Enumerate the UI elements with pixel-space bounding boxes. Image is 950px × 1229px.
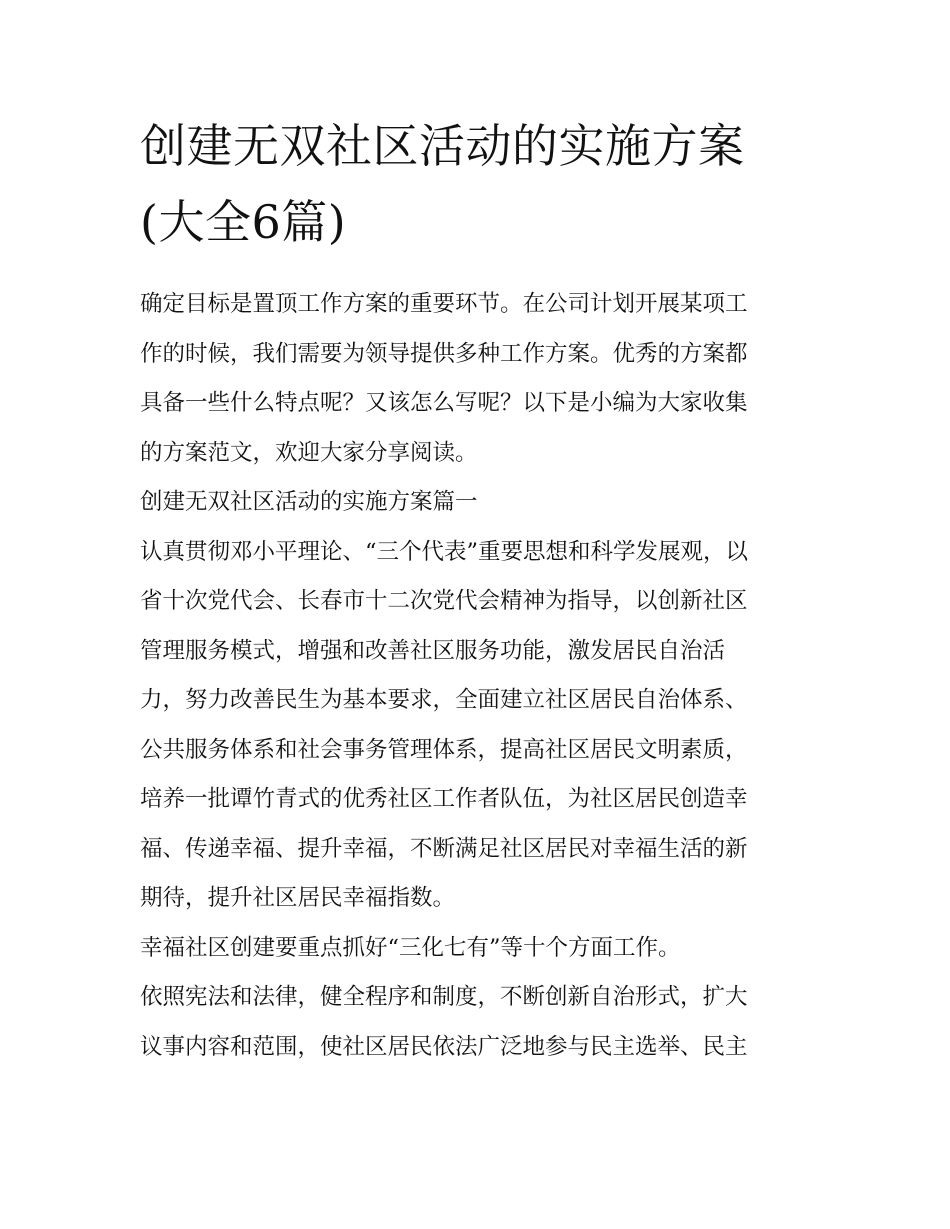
document-page	[140, 108, 812, 1072]
intro-paragraph	[140, 280, 812, 478]
document-title	[140, 108, 812, 260]
intro-line: 确定目标是置顶工作方案的重要环节。在公司计划开展某项工	[140, 291, 748, 317]
body-paragraph-2: 幸福社区创建要重点抓好“三化七有”等十个方面工作。	[140, 934, 681, 961]
body-line: 公共服务体系和社会事务管理体系，提高社区居民文明素质，	[140, 736, 748, 763]
body-line: 依照宪法和法律，健全程序和制度，不断创新自治形式，扩大	[140, 984, 748, 1010]
body-line: 期待，提升社区居民幸福指数。	[140, 885, 456, 911]
title-line-1: 创建无双社区活动的实施方案	[140, 119, 745, 173]
intro-line: 具备一些什么特点呢？又该怎么写呢？以下是小编为大家收集	[140, 390, 748, 416]
body-line: 省十次党代会、长春市十二次党代会精神为指导，以创新社区	[140, 588, 748, 614]
intro-line: 作的时候，我们需要为领导提供多种工作方案。优秀的方案都	[140, 340, 748, 367]
body-line: 议事内容和范围，使社区居民依法广泛地参与民主选举、民主	[140, 1033, 748, 1060]
intro-line: 的方案范文，欢迎大家分享阅读。	[140, 439, 478, 466]
body-line: 福、传递幸福、提升幸福，不断满足社区居民对幸福生活的新	[140, 835, 748, 862]
body-paragraph-3	[140, 973, 812, 1072]
body-line: 培养一批谭竹青式的优秀社区工作者队伍，为社区居民创造幸	[140, 786, 748, 812]
section-heading: 创建无双社区活动的实施方案篇一	[140, 489, 478, 515]
body-line: 管理服务模式，增强和改善社区服务功能，激发居民自治活	[140, 637, 726, 664]
body-paragraph-1	[140, 528, 812, 924]
body-line: 认真贯彻邓小平理论、“三个代表”重要思想和科学发展观，以	[140, 538, 749, 565]
body-line: 力，努力改善民生为基本要求，全面建立社区居民自治体系、	[140, 687, 748, 713]
title-line-2: (大全6篇)	[140, 195, 347, 249]
